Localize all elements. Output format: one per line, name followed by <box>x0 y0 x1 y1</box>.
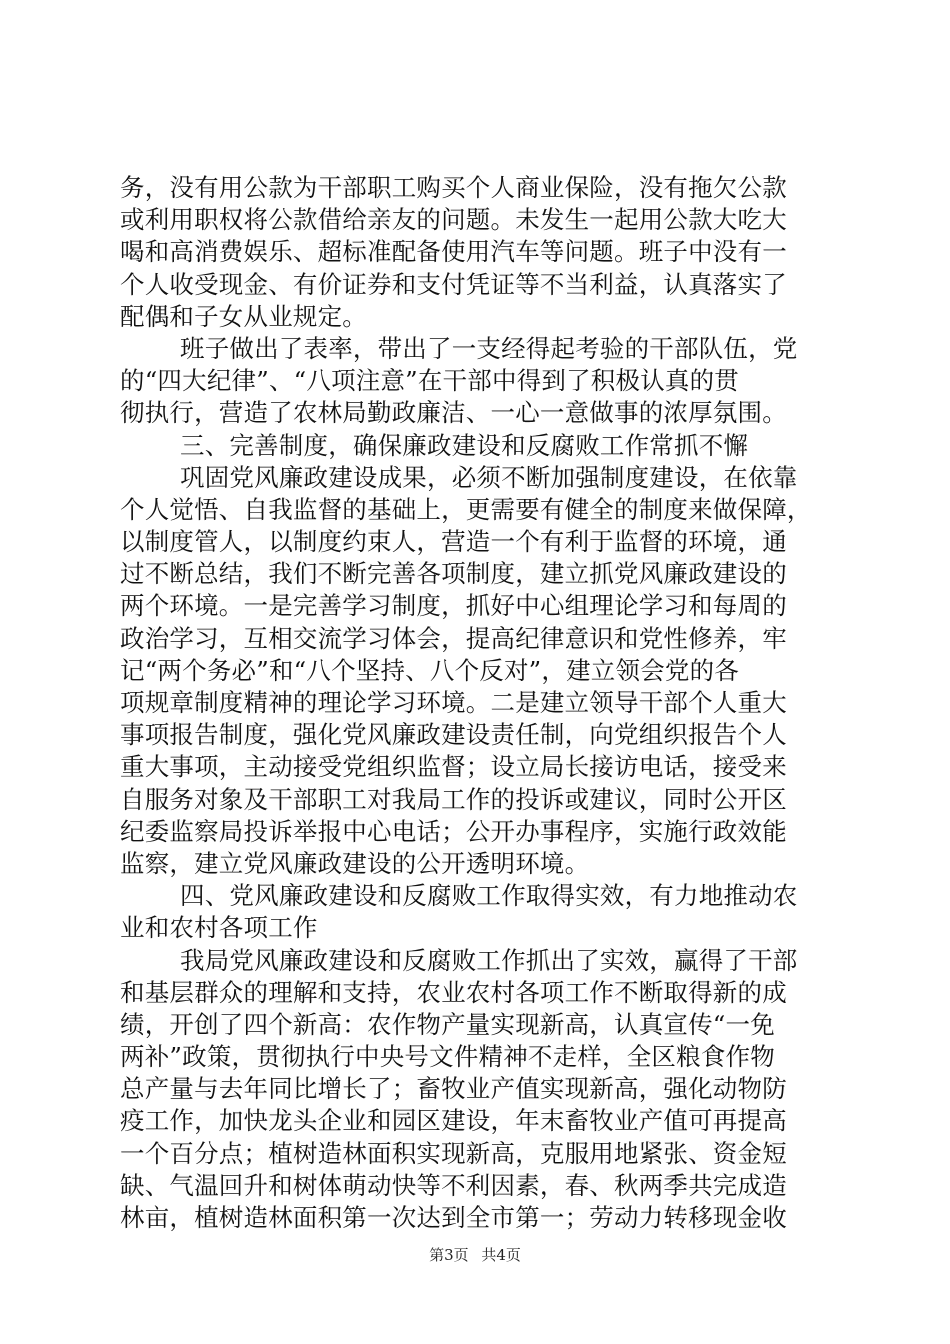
page-number: 第3页 <box>429 1246 469 1264</box>
text-line: 事项报告制度，强化党风廉政建设责任制，向党组织报告个人 <box>120 720 787 750</box>
text-line: 四、党风廉政建设和反腐败工作取得实效，有力地推动农 <box>180 881 798 911</box>
text-line: 过不断总结，我们不断完善各项制度，建立抓党风廉政建设的 <box>120 559 787 589</box>
text-line: 彻执行，营造了农林局勤政廉洁、一心一意做事的浓厚氛围。 <box>120 398 787 428</box>
text-line: 监察，建立党风廉政建设的公开透明环境。 <box>120 848 590 878</box>
text-line: 个人收受现金、有价证券和支付凭证等不当利益，认真落实了 <box>120 269 787 299</box>
text-line: 记“两个务必”和“八个坚持、八个反对”，建立领会党的各 <box>120 655 739 685</box>
text-line: 我局党风廉政建设和反腐败工作抓出了实效，赢得了干部 <box>180 945 798 975</box>
text-line: 三、完善制度，确保廉政建设和反腐败工作常抓不懈 <box>180 430 749 460</box>
text-line: 个人觉悟、自我监督的基础上，更需要有健全的制度来做保障， <box>120 494 812 524</box>
text-line: 的“四大纪律”、“八项注意”在干部中得到了积极认真的贯 <box>120 366 739 396</box>
text-line: 两补”政策，贯彻执行中央号文件精神不走样，全区粮食作物 <box>120 1042 775 1072</box>
text-line: 纪委监察局投诉举报中心电话；公开办事程序，实施行政效能 <box>120 816 787 846</box>
text-line: 一个百分点；植树造林面积实现新高，克服用地紧张、资金短 <box>120 1138 787 1168</box>
document-body <box>120 172 832 1234</box>
text-line: 巩固党风廉政建设成果，必须不断加强制度建设，在依靠 <box>180 462 798 492</box>
text-line: 政治学习，互相交流学习体会，提高纪律意识和党性修养，牢 <box>120 623 787 653</box>
text-line: 务，没有用公款为干部职工购买个人商业保险，没有拖欠公款 <box>120 173 787 202</box>
text-line: 自服务对象及干部职工对我局工作的投诉或建议，同时公开区 <box>120 784 787 814</box>
text-line: 喝和高消费娱乐、超标准配备使用汽车等问题。班子中没有一 <box>120 237 787 267</box>
text-line: 重大事项，主动接受党组织监督；设立局长接访电话，接受来 <box>120 752 787 782</box>
page-total: 共4页 <box>481 1246 521 1264</box>
text-line: 或利用职权将公款借给亲友的问题。未发生一起用公款大吃大 <box>120 205 787 235</box>
page-footer <box>0 1244 950 1265</box>
text-line: 配偶和子女从业规定。 <box>120 301 367 331</box>
text-line: 缺、气温回升和树体萌动快等不利因素，春、秋两季共完成造 <box>120 1170 787 1200</box>
text-line: 和基层群众的理解和支持，农业农村各项工作不断取得新的成 <box>120 977 787 1007</box>
text-line: 业和农村各项工作 <box>120 913 318 943</box>
text-line: 班子做出了表率，带出了一支经得起考验的干部队伍，党 <box>180 333 798 363</box>
text-line: 绩，开创了四个新高：农作物产量实现新高，认真宣传“一免 <box>120 1009 775 1039</box>
text-line: 林亩，植树造林面积第一次达到全市第一；劳动力转移现金收 <box>120 1203 787 1232</box>
text-line: 两个环境。一是完善学习制度，抓好中心组理论学习和每周的 <box>120 591 787 621</box>
text-line: 总产量与去年同比增长了；畜牧业产值实现新高，强化动物防 <box>120 1074 787 1104</box>
text-line: 以制度管人，以制度约束人，营造一个有利于监督的环境，通 <box>120 527 787 557</box>
text-line: 项规章制度精神的理论学习环境。二是建立领导干部个人重大 <box>120 688 787 717</box>
text-line: 疫工作，加快龙头企业和园区建设，年末畜牧业产值可再提高 <box>120 1106 787 1136</box>
